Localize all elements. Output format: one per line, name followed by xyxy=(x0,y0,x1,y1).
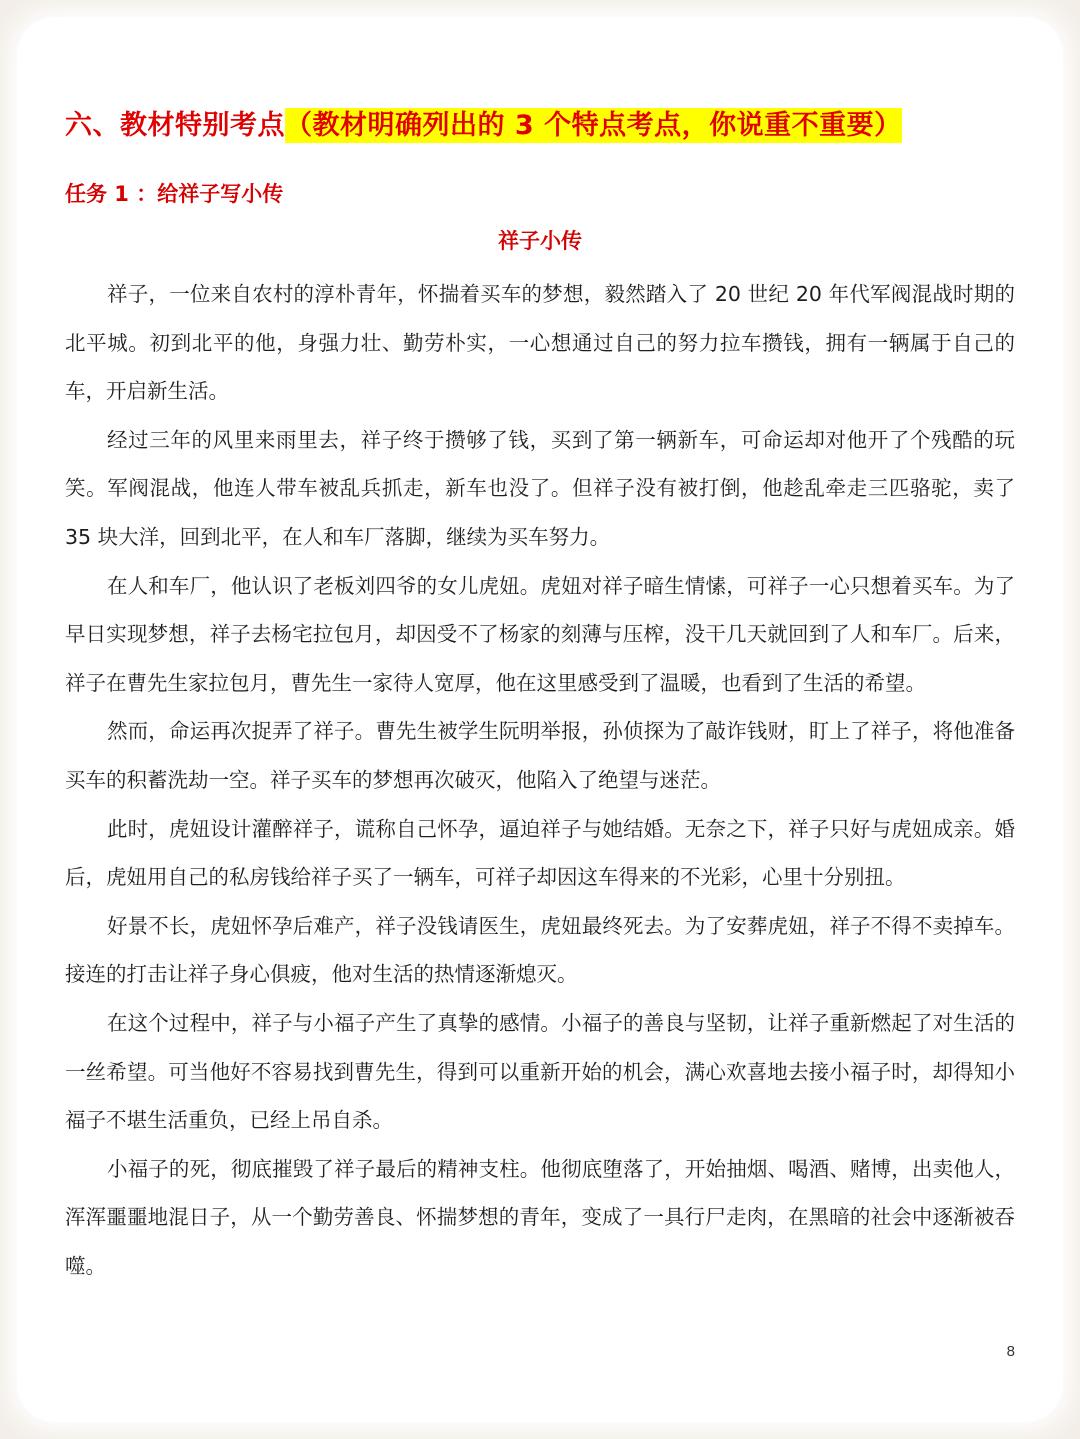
document-page xyxy=(17,17,1063,1422)
page-number: 8 xyxy=(1006,1343,1015,1360)
paragraph: 好景不长，虎妞怀孕后难产，祥子没钱请医生，虎妞最终死去。为了安葬虎妞，祥子不得不卖掉车。接连的打击让祥子身心俱疲，他对生活的热情逐渐熄灭。 xyxy=(65,913,1015,987)
section-title-highlight: （教材明确列出的 3 个特点考点，你说重不重要） xyxy=(285,110,902,141)
paragraph: 小福子的死，彻底摧毁了祥子最后的精神支柱。他彻底堕落了，开始抽烟、喝酒、赌博，出卖他人，浑浑噩噩地混日子，从一个勤劳善良、怀揣梦想的青年，变成了一具行尸走肉，在黑暗的社会中逐渐被吞噬。 xyxy=(65,1156,1015,1278)
biography-title: 祥子小传 xyxy=(498,229,582,253)
paragraph: 此时，虎妞设计灌醉祥子，谎称自己怀孕，逼迫祥子与她结婚。无奈之下，祥子只好与虎妞成亲。婚后，虎妞用自己的私房钱给祥子买了一辆车，可祥子却因这车得来的不光彩，心里十分别扭。 xyxy=(65,816,1015,890)
paragraph: 在人和车厂，他认识了老板刘四爷的女儿虎妞。虎妞对祥子暗生情愫，可祥子一心只想着买车。为了早日实现梦想，祥子去杨宅拉包月，却因受不了杨家的刻薄与压榨，没干几天就回到了人和车厂。后来，祥子在曹先生家拉包月，曹先生一家待人宽厚，他在这里感受到了温暖，也看到了生活的希望。 xyxy=(65,573,1015,695)
section-title xyxy=(65,105,902,147)
paragraph: 然而，命运再次捉弄了祥子。曹先生被学生阮明举报，孙侦探为了敲诈钱财，盯上了祥子，将他准备买车的积蓄洗劫一空。祥子买车的梦想再次破灭，他陷入了绝望与迷茫。 xyxy=(65,719,1015,792)
paragraph: 在这个过程中，祥子与小福子产生了真挚的感情。小福子的善良与坚韧，让祥子重新燃起了对生活的一丝希望。可当他好不容易找到曹先生，得到可以重新开始的机会，满心欢喜地去接小福子时，却得知小福子不堪生活重负，已经上吊自杀。 xyxy=(65,1010,1015,1133)
task-title: 任务 1 ：给祥子写小传 xyxy=(65,182,284,206)
paragraph: 祥子，一位来自农村的淳朴青年，怀揣着买车的梦想，毅然踏入了 20 世纪 20 年代军阀混战时期的北平城。初到北平的他，身强力壮、勤劳朴实，一心想通过自己的努力拉车攒钱，拥有一辆属于自己的车，开启新生活。 xyxy=(65,282,1015,404)
paragraph: 经过三年的风里来雨里去，祥子终于攒够了钱，买到了第一辆新车，可命运却对他开了个残酷的玩笑。军阀混战，他连人带车被乱兵抓走，新车也没了。但祥子没有被打倒，他趁乱牵走三匹骆驼，卖了 35 块大洋，回到北平，在人和车厂落脚，继续为买车努力。 xyxy=(65,427,1015,549)
biography-body xyxy=(65,270,1015,1290)
section-title-text: 六、教材特别考点 xyxy=(65,110,285,141)
